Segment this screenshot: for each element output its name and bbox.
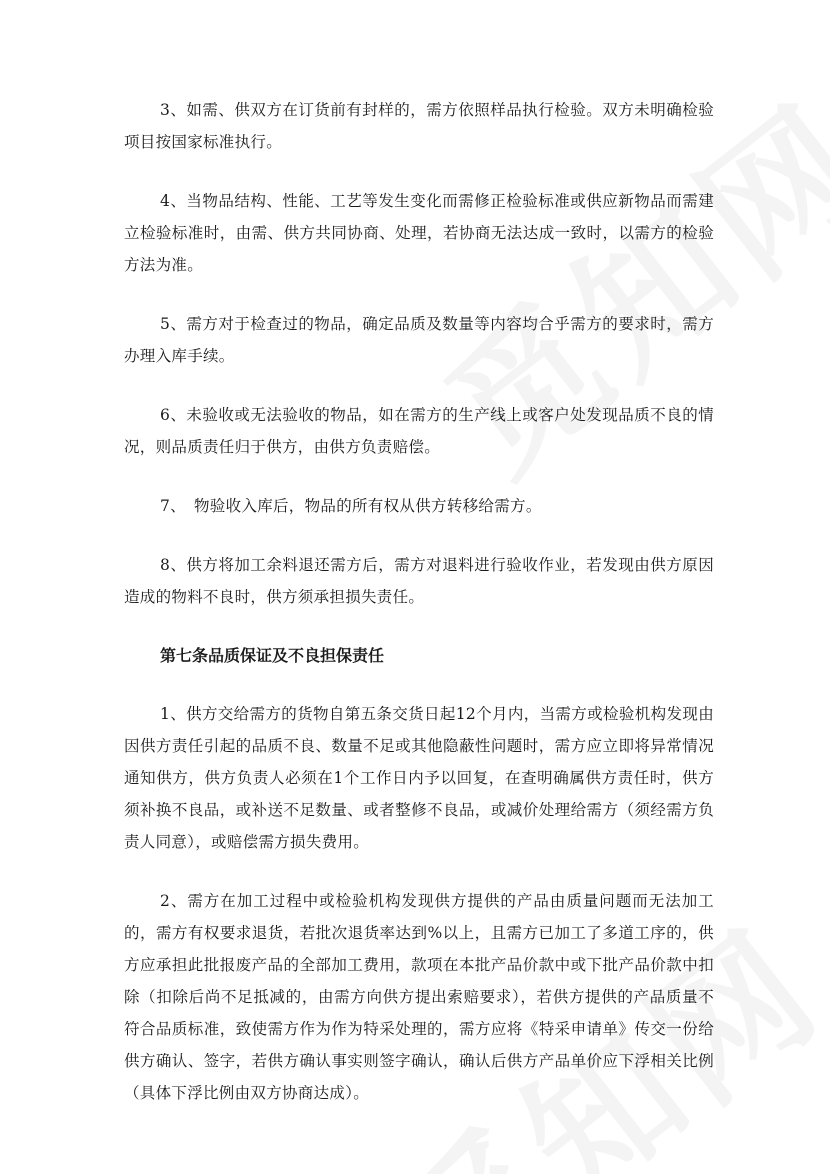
clause-paragraph-3: 3、如需、供双方在订货前有封样的，需方依照样品执行检验。双方未明确检验项目按国家标准执行。	[124, 101, 714, 151]
warranty-paragraph-1: 1、供方交给需方的货物自第五条交货日起12个月内，当需方或检验机构发现由因供方责任引起的品质不良、数量不足或其他隐蔽性问题时，需方应立即将异常情况通知供方，供方负责人必须在1个工作日内予以回复，在查明确属供方责任时，供方须补换不良品，或补送不足数量、或者整修不良品，或减价处理给需方（须经需方负责人同意），或赔偿需方损失费用。	[124, 705, 714, 851]
warranty-paragraph-2: 2、需方在加工过程中或检验机构发现供方提供的产品由质量问题而无法加工的，需方有权要求退货，若批次退货率达到%以上，且需方已加工了多道工序的，供方应承担此批报废产品的全部加工费用，款项在本批产品价款中或下批产品价款中扣除（扣除后尚不足抵减的，由需方向供方提出索赔要求），若供方提供的产品质量不符合品质标准，致使需方作为作为特采处理的，需方应将《特采申请单》传交一份给供方确认、签字，若供方确认事实则签字确认，确认后供方产品单价应下浮相关比例（具体下浮比例由双方协商达成）。	[124, 892, 714, 1102]
section-heading: 第七条品质保证及不良担保责任	[160, 646, 385, 665]
clause-paragraph-5: 5、需方对于检查过的物品，确定品质及数量等内容均合乎需方的要求时，需方办理入库手续。	[124, 315, 714, 365]
document-body	[124, 94, 714, 1136]
clause-paragraph-7: 7、 物验收入库后，物品的所有权从供方转移给需方。	[160, 497, 542, 515]
clause-paragraph-6: 6、未验收或无法验收的物品，如在需方的生产线上或客户处发现品质不良的情况，则品质责任归于供方，由供方负责赔偿。	[124, 406, 714, 456]
clause-paragraph-4: 4、当物品结构、性能、工艺等发生变化而需修正检验标准或供应新物品而需建立检验标准时，由需、供方共同协商、处理，若协商无法达成一致时，以需方的检验方法为准。	[124, 192, 714, 274]
clause-paragraph-8: 8、供方将加工余料退还需方后，需方对退料进行验收作业，若发现由供方原因造成的物料不良时，供方须承担损失责任。	[124, 556, 714, 606]
